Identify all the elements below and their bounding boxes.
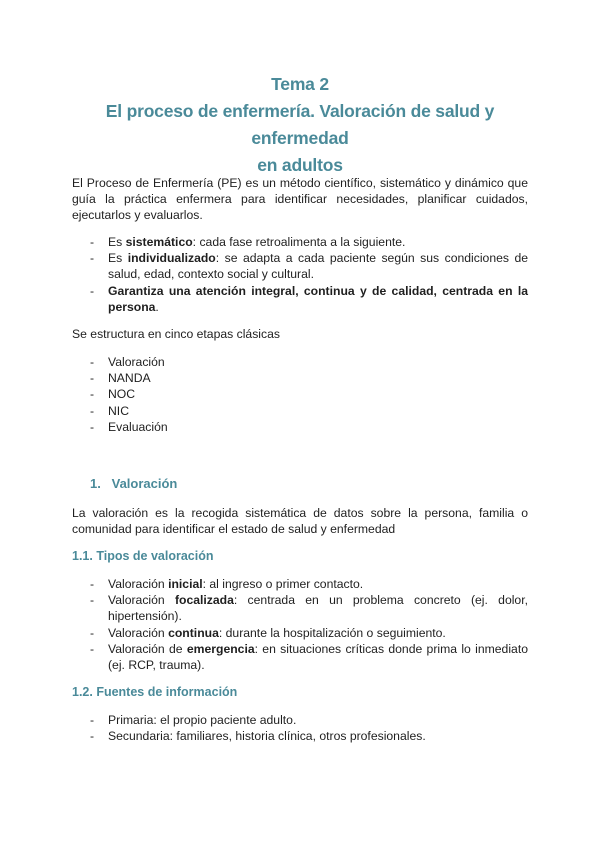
list-item: - Secundaria: familiares, historia clínica, otros profesionales. xyxy=(90,729,426,744)
bullet-dash: - xyxy=(90,641,95,656)
list-item: - Valoración inicial: al ingreso o primer contacto. xyxy=(90,577,364,591)
list-item: - Es individualizado: se adapta a cada paciente según sus condiciones de salud, edad, contexto social y cultural. xyxy=(90,251,529,282)
list-item: - Garantiza una atención integral, continua y de calidad, centrada en la persona. xyxy=(90,283,528,314)
bullet-dash: - xyxy=(90,625,95,640)
bullet-dash: - xyxy=(90,729,95,744)
bullet-dash: - xyxy=(90,355,95,369)
list-item: - Valoración xyxy=(90,355,165,369)
intro-paragraph: El Proceso de Enfermería (PE) es un método científico, sistemático y dinámico que guía la práctica enfermera para identificar necesidades, planificar cuidados, ejecutarlos y evaluarlos. xyxy=(72,176,528,223)
title-line-1: Tema 2 xyxy=(271,74,329,94)
bullet-dash: - xyxy=(90,235,95,249)
bullet-dash: - xyxy=(90,403,95,418)
features-list xyxy=(72,234,528,315)
bullet-dash: - xyxy=(90,419,95,434)
list-item: - NOC xyxy=(90,387,136,402)
document-title xyxy=(72,71,528,179)
bullet-dash: - xyxy=(90,577,95,591)
section-heading-valoracion xyxy=(90,476,177,491)
list-item: - Valoración continua: durante la hospitalización o seguimiento. xyxy=(90,625,446,640)
subsection-heading-tipos: 1.1. Tipos de valoración xyxy=(72,549,214,563)
list-item: - Valoración de emergencia: en situaciones críticas donde prima lo inmediato (ej. RCP, trauma). xyxy=(90,641,528,673)
list-item: - NANDA xyxy=(90,371,151,386)
section1-paragraph: La valoración es la recogida sistemática de datos sobre la persona, familia o comunidad para identificar el estado de salud y enfermedad xyxy=(72,506,528,537)
bullet-dash: - xyxy=(90,593,95,608)
section-number: 1. xyxy=(90,476,101,491)
list-item: - Primaria: el propio paciente adulto. xyxy=(90,713,297,727)
subsection-heading-fuentes: 1.2. Fuentes de información xyxy=(72,685,238,699)
list-item: - Es sistemático: cada fase retroalimenta a la siguiente. xyxy=(90,235,406,249)
bullet-dash: - xyxy=(90,387,95,402)
list-item: - Evaluación xyxy=(90,419,168,434)
stages-list xyxy=(72,354,528,435)
list-item: - NIC xyxy=(90,403,129,418)
fuentes-list xyxy=(72,712,528,744)
tipos-list xyxy=(72,576,528,673)
title-line-3: en adultos xyxy=(257,155,343,175)
list-item: - Valoración focalizada: centrada en un problema concreto (ej. dolor, hipertensión). xyxy=(90,593,528,624)
title-line-2: El proceso de enfermería. Valoración de salud y enfermedad xyxy=(105,101,495,148)
bullet-dash: - xyxy=(90,371,95,386)
bullet-dash: - xyxy=(90,283,95,298)
stages-intro: Se estructura en cinco etapas clásicas xyxy=(72,327,280,341)
bullet-dash: - xyxy=(90,251,95,266)
section-title: Valoración xyxy=(111,476,178,491)
bullet-dash: - xyxy=(90,713,95,727)
